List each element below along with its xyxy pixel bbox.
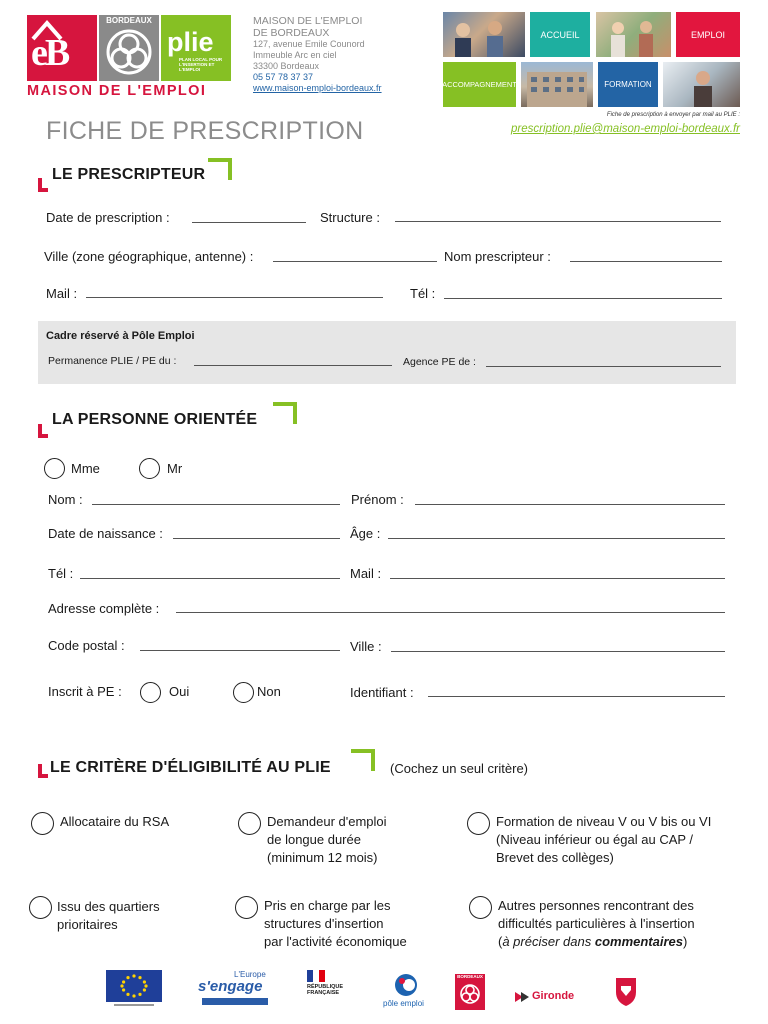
pole-emploi-logo bbox=[383, 973, 429, 1011]
non-label: Non bbox=[257, 684, 281, 699]
mr-label: Mr bbox=[167, 461, 183, 476]
mme-radio[interactable] bbox=[44, 458, 65, 479]
republique-label: RÉPUBLIQUE FRANÇAISE bbox=[307, 984, 344, 996]
bordeaux-city-logo bbox=[455, 974, 485, 1010]
people-icon bbox=[596, 12, 671, 57]
date-prescription-label: Date de prescription : bbox=[46, 210, 170, 225]
tel-prescripteur-field[interactable] bbox=[444, 298, 722, 299]
commentaires-text: commentaires bbox=[594, 934, 683, 949]
italic-text: à préciser dans bbox=[502, 934, 595, 949]
building-icon bbox=[521, 62, 593, 107]
agence-field[interactable] bbox=[486, 366, 721, 367]
europe-sengage-logo bbox=[198, 970, 272, 1010]
logo-name: MAISON DE L'EMPLOI bbox=[27, 83, 207, 99]
adresse-label: Adresse complète : bbox=[48, 601, 160, 616]
plie-subtitle: PLAN LOCAL POUR L'INSERTION ET L'EMPLOI bbox=[179, 57, 223, 72]
eu-flag-icon bbox=[106, 970, 162, 1008]
oui-label: Oui bbox=[169, 684, 190, 699]
critere-formation-label bbox=[496, 813, 711, 867]
critere-line: Allocataire du RSA bbox=[60, 814, 170, 829]
plie-logo bbox=[161, 15, 231, 81]
address-phone: 05 57 78 37 37 bbox=[253, 72, 314, 82]
critere-autres-radio[interactable] bbox=[469, 896, 492, 919]
pole-emploi-icon bbox=[394, 973, 418, 997]
photo-team bbox=[596, 12, 671, 57]
inscrit-non-radio[interactable] bbox=[233, 682, 254, 703]
permanence-label: Permanence PLIE / PE du : bbox=[48, 355, 177, 367]
critere-line: par l'activité économique bbox=[264, 934, 407, 949]
prescription-email-link[interactable]: prescription.plie@maison-emploi-bordeaux.fr bbox=[511, 123, 740, 135]
critere-autres-label bbox=[498, 897, 695, 951]
critere-line bbox=[498, 933, 695, 951]
inscrit-pe-label: Inscrit à PE : bbox=[48, 684, 122, 699]
mail-prescripteur-label: Mail : bbox=[46, 286, 78, 301]
tel-label: Tél : bbox=[48, 566, 74, 581]
pole-emploi-title: Cadre réservé à Pôle Emploi bbox=[46, 330, 195, 342]
critere-rsa-label bbox=[60, 813, 169, 831]
section-title-personne: LA PERSONNE ORIENTÉE bbox=[52, 411, 258, 428]
marianne-flag-icon bbox=[307, 970, 325, 982]
photo-building bbox=[521, 62, 593, 107]
section-bracket-green bbox=[208, 158, 232, 180]
cb-letters: eB bbox=[31, 32, 68, 74]
pole-emploi-box bbox=[38, 321, 736, 384]
europe-label: L'Europe bbox=[234, 970, 266, 979]
identifiant-field[interactable] bbox=[428, 696, 725, 697]
sengage-bar bbox=[202, 998, 268, 1005]
maison-emploi-logo bbox=[27, 15, 232, 99]
critere-line: Autres personnes rencontrant des bbox=[498, 898, 694, 913]
tel-field[interactable] bbox=[80, 578, 340, 579]
critere-line: Pris en charge par les bbox=[264, 898, 391, 913]
critere-line: (Niveau inférieur ou égal au CAP / bbox=[496, 832, 694, 847]
mr-radio[interactable] bbox=[139, 458, 160, 479]
crescent-emblem-icon bbox=[105, 28, 153, 76]
send-note: Fiche de prescription à envoyer par mail au PLIE : bbox=[606, 112, 740, 118]
ville-zone-label: Ville (zone géographique, antenne) : bbox=[44, 249, 254, 264]
pole-emploi-label: pôle emploi bbox=[383, 999, 424, 1008]
bordeaux-city-label: BORDEAUX bbox=[457, 974, 483, 979]
critere-quartiers-radio[interactable] bbox=[29, 896, 52, 919]
code-postal-label: Code postal : bbox=[48, 638, 125, 653]
nom-label: Nom : bbox=[48, 492, 83, 507]
critere-rsa-radio[interactable] bbox=[31, 812, 54, 835]
mme-label: Mme bbox=[71, 461, 100, 476]
nom-prescripteur-field[interactable] bbox=[570, 261, 722, 262]
paren-open: ( bbox=[498, 934, 503, 949]
critere-line: Formation de niveau V ou V bis ou VI bbox=[496, 814, 712, 829]
nom-field[interactable] bbox=[92, 504, 340, 505]
crescent-emblem-icon bbox=[459, 983, 481, 1005]
critere-iae-label bbox=[264, 897, 407, 951]
website-link[interactable]: www.maison-emploi-bordeaux.fr bbox=[253, 83, 382, 93]
critere-hint: (Cochez un seul critère) bbox=[390, 761, 528, 776]
section-bracket-green bbox=[351, 749, 375, 771]
permanence-field[interactable] bbox=[194, 365, 392, 366]
tile-emploi[interactable]: EMPLOI bbox=[676, 12, 740, 57]
bordeaux-logo bbox=[99, 15, 159, 81]
naissance-field[interactable] bbox=[173, 538, 340, 539]
address-city: 33300 Bordeaux bbox=[253, 61, 320, 71]
inscrit-oui-radio[interactable] bbox=[140, 682, 161, 703]
critere-line: de longue durée bbox=[267, 832, 361, 847]
plie-label: plie bbox=[167, 27, 214, 57]
mail-prescripteur-field[interactable] bbox=[86, 297, 383, 298]
gironde-label: Gironde bbox=[532, 990, 575, 1002]
tile-formation[interactable]: FORMATION bbox=[598, 62, 658, 107]
prenom-field[interactable] bbox=[415, 504, 725, 505]
tel-prescripteur-label: Tél : bbox=[410, 286, 436, 301]
critere-iae-radio[interactable] bbox=[235, 896, 258, 919]
cb-logo bbox=[27, 15, 97, 81]
naissance-label: Date de naissance : bbox=[48, 526, 163, 541]
identifiant-label: Identifiant : bbox=[350, 685, 414, 700]
sengage-label: s'engage bbox=[198, 978, 263, 995]
person-icon bbox=[663, 62, 740, 107]
critere-line: difficultés particulières à l'insertion bbox=[498, 916, 695, 931]
tile-accompagnement[interactable]: ACCOMPAGNEMENT bbox=[443, 62, 516, 107]
date-prescription-field[interactable] bbox=[192, 222, 306, 223]
page-title: FICHE DE PRESCRIPTION bbox=[46, 117, 364, 145]
structure-field[interactable] bbox=[395, 221, 721, 222]
photo-meeting bbox=[443, 12, 525, 57]
structure-label: Structure : bbox=[320, 210, 380, 225]
mail-label: Mail : bbox=[350, 566, 382, 581]
critere-line: Issu des quartiers bbox=[57, 899, 160, 914]
address-line1: MAISON DE L'EMPLOI bbox=[253, 15, 363, 27]
people-icon bbox=[443, 12, 525, 57]
gironde-logo bbox=[515, 988, 579, 1006]
nom-prescripteur-label: Nom prescripteur : bbox=[444, 249, 551, 264]
critere-line: (minimum 12 mois) bbox=[267, 850, 378, 865]
gironde-arrow-icon bbox=[515, 990, 531, 1004]
adresse-field[interactable] bbox=[176, 612, 725, 613]
republique-logo bbox=[307, 970, 357, 1010]
ville-zone-field[interactable] bbox=[273, 261, 437, 262]
critere-line: Brevet des collèges) bbox=[496, 850, 614, 865]
paren-close: ) bbox=[683, 934, 688, 949]
mail-field[interactable] bbox=[390, 578, 725, 579]
critere-line: structures d'insertion bbox=[264, 916, 384, 931]
address-building: Immeuble Arc en ciel bbox=[253, 50, 337, 60]
section-title-critere: LE CRITÈRE D'ÉLIGIBILITÉ AU PLIE bbox=[50, 759, 331, 776]
bordeaux-label: BORDEAUX bbox=[106, 16, 152, 25]
age-label: Âge : bbox=[350, 526, 381, 541]
address-street: 127, avenue Emile Counord bbox=[253, 39, 365, 49]
section-bracket-red bbox=[38, 178, 48, 192]
photo-office bbox=[663, 62, 740, 107]
critere-chomage-radio[interactable] bbox=[238, 812, 261, 835]
ville-field[interactable] bbox=[391, 651, 725, 652]
agence-label: Agence PE de : bbox=[403, 356, 476, 368]
ville-label: Ville : bbox=[350, 639, 382, 654]
critere-chomage-label bbox=[267, 813, 387, 867]
section-bracket-red bbox=[38, 424, 48, 438]
section-title-prescripteur: LE PRESCRIPTEUR bbox=[52, 166, 206, 183]
critere-quartiers-label bbox=[57, 898, 160, 934]
nouvelle-aquitaine-icon bbox=[612, 976, 640, 1008]
section-bracket-red bbox=[38, 764, 48, 778]
age-field[interactable] bbox=[388, 538, 725, 539]
code-postal-field[interactable] bbox=[140, 650, 340, 651]
address-block bbox=[253, 15, 433, 94]
critere-line: prioritaires bbox=[57, 917, 118, 932]
critere-line: Demandeur d'emploi bbox=[267, 814, 387, 829]
critere-formation-radio[interactable] bbox=[467, 812, 490, 835]
address-line2: DE BORDEAUX bbox=[253, 27, 330, 39]
prenom-label: Prénom : bbox=[351, 492, 404, 507]
tile-accueil[interactable]: ACCUEIL bbox=[530, 12, 590, 57]
section-bracket-green bbox=[273, 402, 297, 424]
